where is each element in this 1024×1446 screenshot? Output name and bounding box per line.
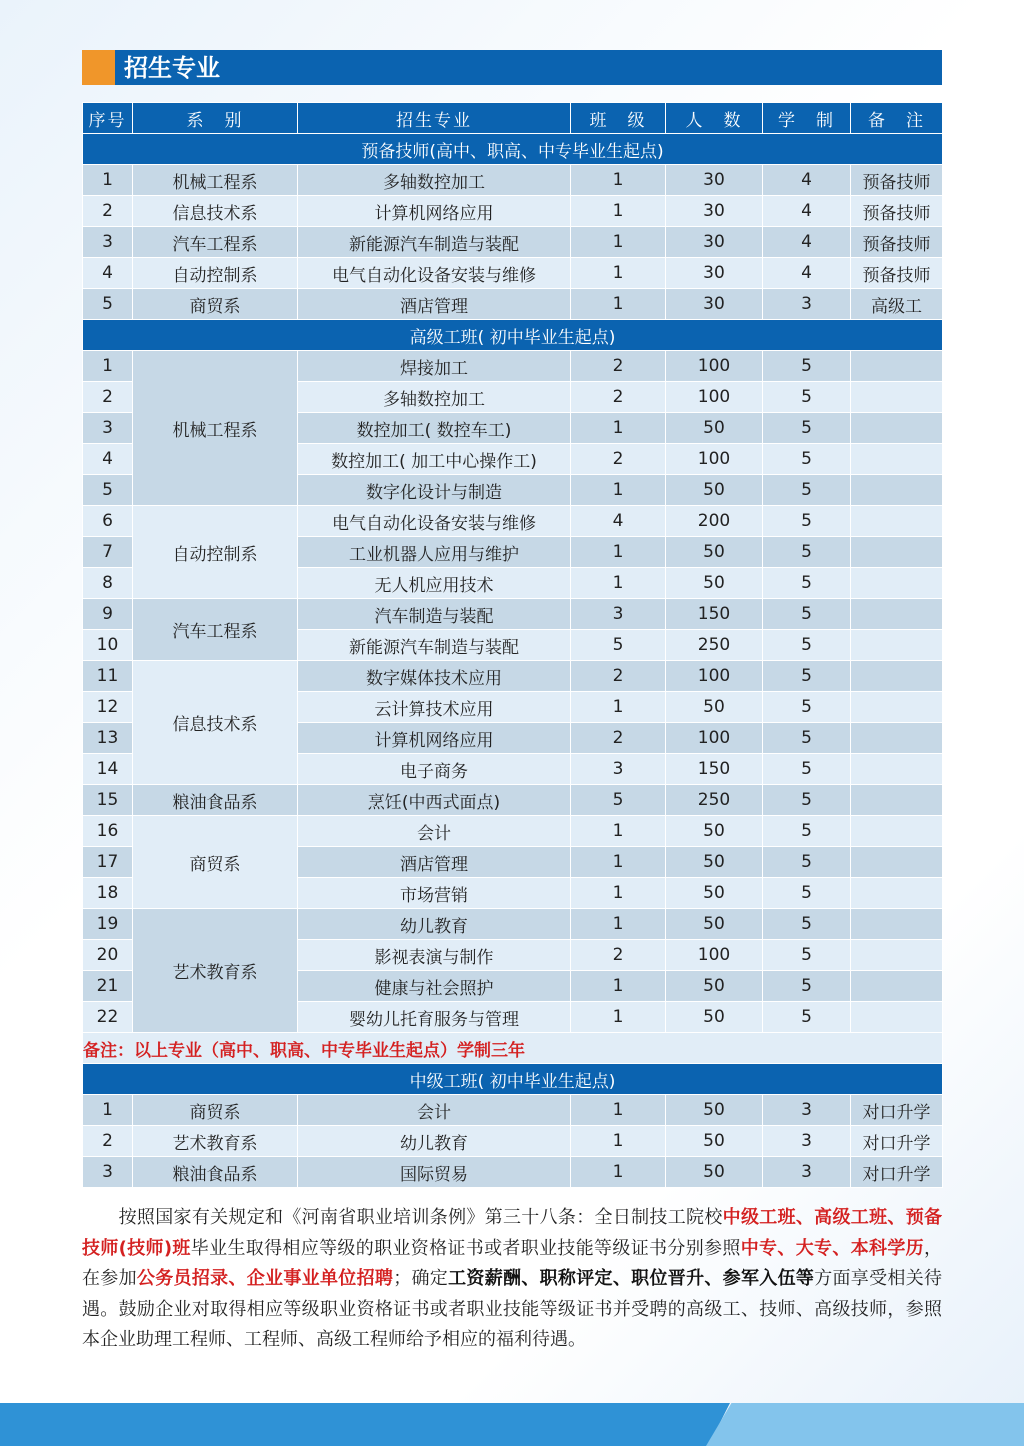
header-accent-block — [82, 50, 115, 85]
classes-cell: 1 — [571, 289, 666, 320]
remarks-cell — [851, 444, 943, 475]
paragraph-text: 毕业生取得相应等级的职业资格证书或者职业技能等级证书分别参照 — [190, 1237, 741, 1259]
index-cell: 11 — [83, 661, 133, 692]
classes-cell: 2 — [571, 444, 666, 475]
paragraph-text: 方面享受相关待遇。鼓励企业对取得相应等级职业资格证书或者职业技能等级证书并受聘的高级工、技师、高级技师，参照本企业助理工程师、工程师、高级工程师给予相应的福利待遇。 — [82, 1268, 943, 1351]
index-cell: 2 — [83, 196, 133, 227]
classes-cell: 2 — [571, 382, 666, 413]
duration-cell: 5 — [763, 816, 851, 847]
duration-cell: 3 — [763, 1095, 851, 1126]
classes-cell: 1 — [571, 413, 666, 444]
students-cell: 50 — [666, 692, 763, 723]
major-cell: 电气自动化设备安装与维修 — [298, 506, 571, 537]
index-cell: 14 — [83, 754, 133, 785]
duration-cell: 5 — [763, 909, 851, 940]
duration-cell: 3 — [763, 289, 851, 320]
major-cell: 汽车制造与装配 — [298, 599, 571, 630]
remarks-cell: 预备技师 — [851, 258, 943, 289]
students-cell: 50 — [666, 1002, 763, 1033]
students-cell: 50 — [666, 413, 763, 444]
major-cell: 影视表演与制作 — [298, 940, 571, 971]
major-cell: 计算机网络应用 — [298, 196, 571, 227]
section-title: 招生专业 — [124, 53, 220, 82]
dept-cell: 信息技术系 — [133, 196, 298, 227]
policy-paragraph — [82, 1203, 942, 1356]
duration-cell: 5 — [763, 630, 851, 661]
table-row — [83, 599, 943, 630]
duration-cell: 5 — [763, 1002, 851, 1033]
duration-cell: 5 — [763, 754, 851, 785]
index-cell: 1 — [83, 1095, 133, 1126]
students-cell: 50 — [666, 909, 763, 940]
major-cell: 无人机应用技术 — [298, 568, 571, 599]
classes-cell: 1 — [571, 568, 666, 599]
table-row — [83, 196, 943, 227]
major-cell: 工业机器人应用与维护 — [298, 537, 571, 568]
students-cell: 150 — [666, 754, 763, 785]
major-cell: 国际贸易 — [298, 1157, 571, 1188]
classes-cell: 1 — [571, 227, 666, 258]
index-cell: 10 — [83, 630, 133, 661]
classes-cell: 1 — [571, 1002, 666, 1033]
index-cell: 13 — [83, 723, 133, 754]
students-cell: 200 — [666, 506, 763, 537]
major-cell: 健康与社会照护 — [298, 971, 571, 1002]
major-cell: 酒店管理 — [298, 289, 571, 320]
classes-cell: 1 — [571, 816, 666, 847]
col-header-major: 招生专业 — [298, 103, 571, 134]
index-cell: 16 — [83, 816, 133, 847]
index-cell: 20 — [83, 940, 133, 971]
classes-cell: 1 — [571, 692, 666, 723]
students-cell: 30 — [666, 196, 763, 227]
duration-cell: 5 — [763, 568, 851, 599]
duration-cell: 5 — [763, 940, 851, 971]
index-cell: 7 — [83, 537, 133, 568]
major-cell: 计算机网络应用 — [298, 723, 571, 754]
duration-cell: 5 — [763, 537, 851, 568]
table-row — [83, 289, 943, 320]
index-cell: 8 — [83, 568, 133, 599]
table-row — [83, 227, 943, 258]
remarks-cell — [851, 351, 943, 382]
remarks-cell: 对口升学 — [851, 1157, 943, 1188]
paragraph-text: ；确定 — [393, 1268, 449, 1290]
remarks-cell — [851, 1002, 943, 1033]
dept-cell: 机械工程系 — [133, 165, 298, 196]
duration-cell: 5 — [763, 878, 851, 909]
students-cell: 100 — [666, 661, 763, 692]
duration-cell: 4 — [763, 258, 851, 289]
duration-cell: 4 — [763, 165, 851, 196]
remarks-cell — [851, 661, 943, 692]
students-cell: 30 — [666, 227, 763, 258]
table-row — [83, 1157, 943, 1188]
remarks-cell — [851, 723, 943, 754]
remarks-cell — [851, 971, 943, 1002]
section-title-cell: 中级工班( 初中毕业生起点) — [83, 1064, 943, 1095]
section-title-cell: 预备技师(高中、职高、中专毕业生起点) — [83, 134, 943, 165]
students-cell: 100 — [666, 382, 763, 413]
index-cell: 18 — [83, 878, 133, 909]
highlighted-text: 中专、大专、本科学历 — [740, 1237, 925, 1259]
duration-cell: 5 — [763, 475, 851, 506]
section-row-intermediate-worker — [83, 1064, 943, 1095]
students-cell: 100 — [666, 444, 763, 475]
remarks-cell — [851, 506, 943, 537]
remarks-cell — [851, 909, 943, 940]
section-row-preparatory-technician — [83, 134, 943, 165]
classes-cell: 5 — [571, 630, 666, 661]
major-cell: 市场营销 — [298, 878, 571, 909]
major-cell: 数控加工( 加工中心操作工) — [298, 444, 571, 475]
remarks-cell — [851, 785, 943, 816]
dept-cell: 商贸系 — [133, 289, 298, 320]
dept-cell: 商贸系 — [133, 816, 298, 909]
major-cell: 会计 — [298, 816, 571, 847]
remarks-cell: 预备技师 — [851, 196, 943, 227]
index-cell: 17 — [83, 847, 133, 878]
table-row — [83, 165, 943, 196]
students-cell: 50 — [666, 878, 763, 909]
duration-cell: 3 — [763, 1157, 851, 1188]
note-text: 备注：以上专业（高中、职高、中专毕业生起点）学制三年 — [83, 1033, 943, 1064]
index-cell: 3 — [83, 227, 133, 258]
classes-cell: 1 — [571, 258, 666, 289]
table-row — [83, 506, 943, 537]
duration-cell: 5 — [763, 351, 851, 382]
remarks-cell — [851, 754, 943, 785]
duration-cell: 5 — [763, 413, 851, 444]
index-cell: 3 — [83, 1157, 133, 1188]
table-row — [83, 351, 943, 382]
students-cell: 150 — [666, 599, 763, 630]
table-header-row — [83, 103, 943, 134]
remarks-cell — [851, 537, 943, 568]
duration-cell: 4 — [763, 196, 851, 227]
classes-cell: 5 — [571, 785, 666, 816]
major-cell: 烹饪(中西式面点) — [298, 785, 571, 816]
students-cell: 50 — [666, 847, 763, 878]
remarks-cell — [851, 940, 943, 971]
dept-cell: 商贸系 — [133, 1095, 298, 1126]
students-cell: 100 — [666, 940, 763, 971]
index-cell: 2 — [83, 1126, 133, 1157]
footer-stripe-dark — [0, 1403, 730, 1446]
remarks-cell — [851, 847, 943, 878]
classes-cell: 1 — [571, 847, 666, 878]
classes-cell: 1 — [571, 1126, 666, 1157]
students-cell: 50 — [666, 1095, 763, 1126]
section-row-senior-worker — [83, 320, 943, 351]
duration-cell: 5 — [763, 661, 851, 692]
remarks-cell — [851, 568, 943, 599]
index-cell: 9 — [83, 599, 133, 630]
index-cell: 21 — [83, 971, 133, 1002]
index-cell: 5 — [83, 289, 133, 320]
index-cell: 5 — [83, 475, 133, 506]
classes-cell: 2 — [571, 940, 666, 971]
students-cell: 50 — [666, 1157, 763, 1188]
remarks-cell — [851, 878, 943, 909]
major-cell: 焊接加工 — [298, 351, 571, 382]
students-cell: 30 — [666, 289, 763, 320]
students-cell: 50 — [666, 475, 763, 506]
classes-cell: 2 — [571, 723, 666, 754]
col-header-duration: 学 制 — [763, 103, 851, 134]
paragraph-text: 按照国家有关规定和《河南省职业培训条例》第三十八条：全日制技工院校 — [82, 1207, 723, 1228]
index-cell: 6 — [83, 506, 133, 537]
col-header-students: 人 数 — [666, 103, 763, 134]
remarks-cell: 预备技师 — [851, 227, 943, 258]
major-cell: 幼儿教育 — [298, 1126, 571, 1157]
classes-cell: 2 — [571, 661, 666, 692]
classes-cell: 4 — [571, 506, 666, 537]
remarks-cell — [851, 382, 943, 413]
dept-cell: 汽车工程系 — [133, 227, 298, 258]
major-cell: 电气自动化设备安装与维修 — [298, 258, 571, 289]
remarks-cell — [851, 630, 943, 661]
index-cell: 15 — [83, 785, 133, 816]
table-row — [83, 909, 943, 940]
paragraph-text: ，在参加 — [82, 1237, 943, 1290]
highlighted-text: 中级工班、高级工班、预备技师(技师)班 — [82, 1207, 943, 1259]
col-header-remarks: 备 注 — [851, 103, 943, 134]
major-cell: 新能源汽车制造与装配 — [298, 630, 571, 661]
remarks-cell — [851, 816, 943, 847]
index-cell: 1 — [83, 351, 133, 382]
remarks-cell: 对口升学 — [851, 1095, 943, 1126]
duration-cell: 5 — [763, 723, 851, 754]
classes-cell: 1 — [571, 971, 666, 1002]
col-header-index: 序号 — [83, 103, 133, 134]
major-cell: 幼儿教育 — [298, 909, 571, 940]
major-cell: 多轴数控加工 — [298, 165, 571, 196]
classes-cell: 1 — [571, 1095, 666, 1126]
col-header-dept: 系 别 — [133, 103, 298, 134]
classes-cell: 1 — [571, 475, 666, 506]
index-cell: 12 — [83, 692, 133, 723]
classes-cell: 1 — [571, 878, 666, 909]
classes-cell: 1 — [571, 537, 666, 568]
classes-cell: 1 — [571, 1157, 666, 1188]
index-cell: 2 — [83, 382, 133, 413]
major-cell: 数字媒体技术应用 — [298, 661, 571, 692]
duration-cell: 5 — [763, 599, 851, 630]
highlighted-text: 工资薪酬、职称评定、职位晋升、参军入伍等 — [448, 1268, 815, 1290]
dept-cell: 艺术教育系 — [133, 1126, 298, 1157]
dept-cell: 粮油食品系 — [133, 785, 298, 816]
students-cell: 50 — [666, 816, 763, 847]
major-cell: 新能源汽车制造与装配 — [298, 227, 571, 258]
remarks-cell — [851, 692, 943, 723]
remarks-cell — [851, 413, 943, 444]
classes-cell: 1 — [571, 909, 666, 940]
table-row — [83, 258, 943, 289]
duration-cell: 5 — [763, 785, 851, 816]
duration-cell: 3 — [763, 1126, 851, 1157]
table-row — [83, 661, 943, 692]
table-row — [83, 1095, 943, 1126]
students-cell: 250 — [666, 785, 763, 816]
duration-cell: 5 — [763, 692, 851, 723]
major-cell: 多轴数控加工 — [298, 382, 571, 413]
remarks-cell: 对口升学 — [851, 1126, 943, 1157]
major-cell: 数字化设计与制造 — [298, 475, 571, 506]
major-cell: 会计 — [298, 1095, 571, 1126]
classes-cell: 1 — [571, 196, 666, 227]
duration-cell: 4 — [763, 227, 851, 258]
index-cell: 22 — [83, 1002, 133, 1033]
dept-cell: 粮油食品系 — [133, 1157, 298, 1188]
remarks-cell — [851, 475, 943, 506]
classes-cell: 3 — [571, 599, 666, 630]
dept-cell: 机械工程系 — [133, 351, 298, 506]
highlighted-text: 公务员招录、企业事业单位招聘 — [136, 1268, 394, 1290]
students-cell: 50 — [666, 971, 763, 1002]
section-header — [82, 50, 942, 85]
students-cell: 250 — [666, 630, 763, 661]
dept-cell: 自动控制系 — [133, 506, 298, 599]
major-cell: 酒店管理 — [298, 847, 571, 878]
index-cell: 4 — [83, 258, 133, 289]
duration-cell: 5 — [763, 971, 851, 1002]
students-cell: 50 — [666, 1126, 763, 1157]
major-cell: 婴幼儿托育服务与管理 — [298, 1002, 571, 1033]
index-cell: 1 — [83, 165, 133, 196]
classes-cell: 2 — [571, 351, 666, 382]
index-cell: 19 — [83, 909, 133, 940]
footer-stripe-light — [706, 1403, 1024, 1446]
dept-cell: 自动控制系 — [133, 258, 298, 289]
dept-cell: 信息技术系 — [133, 661, 298, 785]
table-row — [83, 785, 943, 816]
students-cell: 50 — [666, 537, 763, 568]
classes-cell: 1 — [571, 165, 666, 196]
students-cell: 30 — [666, 258, 763, 289]
major-cell: 云计算技术应用 — [298, 692, 571, 723]
note-row — [83, 1033, 943, 1064]
students-cell: 50 — [666, 568, 763, 599]
section-title-cell: 高级工班( 初中毕业生起点) — [83, 320, 943, 351]
major-cell: 电子商务 — [298, 754, 571, 785]
duration-cell: 5 — [763, 847, 851, 878]
col-header-classes: 班 级 — [571, 103, 666, 134]
remarks-cell: 预备技师 — [851, 165, 943, 196]
duration-cell: 5 — [763, 506, 851, 537]
index-cell: 3 — [83, 413, 133, 444]
remarks-cell — [851, 599, 943, 630]
dept-cell: 汽车工程系 — [133, 599, 298, 661]
dept-cell: 艺术教育系 — [133, 909, 298, 1033]
students-cell: 100 — [666, 723, 763, 754]
major-cell: 数控加工( 数控车工) — [298, 413, 571, 444]
table-row — [83, 1126, 943, 1157]
enrollment-table — [82, 102, 943, 1188]
table-row — [83, 816, 943, 847]
students-cell: 30 — [666, 165, 763, 196]
duration-cell: 5 — [763, 444, 851, 475]
classes-cell: 3 — [571, 754, 666, 785]
students-cell: 100 — [666, 351, 763, 382]
remarks-cell: 高级工 — [851, 289, 943, 320]
index-cell: 4 — [83, 444, 133, 475]
duration-cell: 5 — [763, 382, 851, 413]
